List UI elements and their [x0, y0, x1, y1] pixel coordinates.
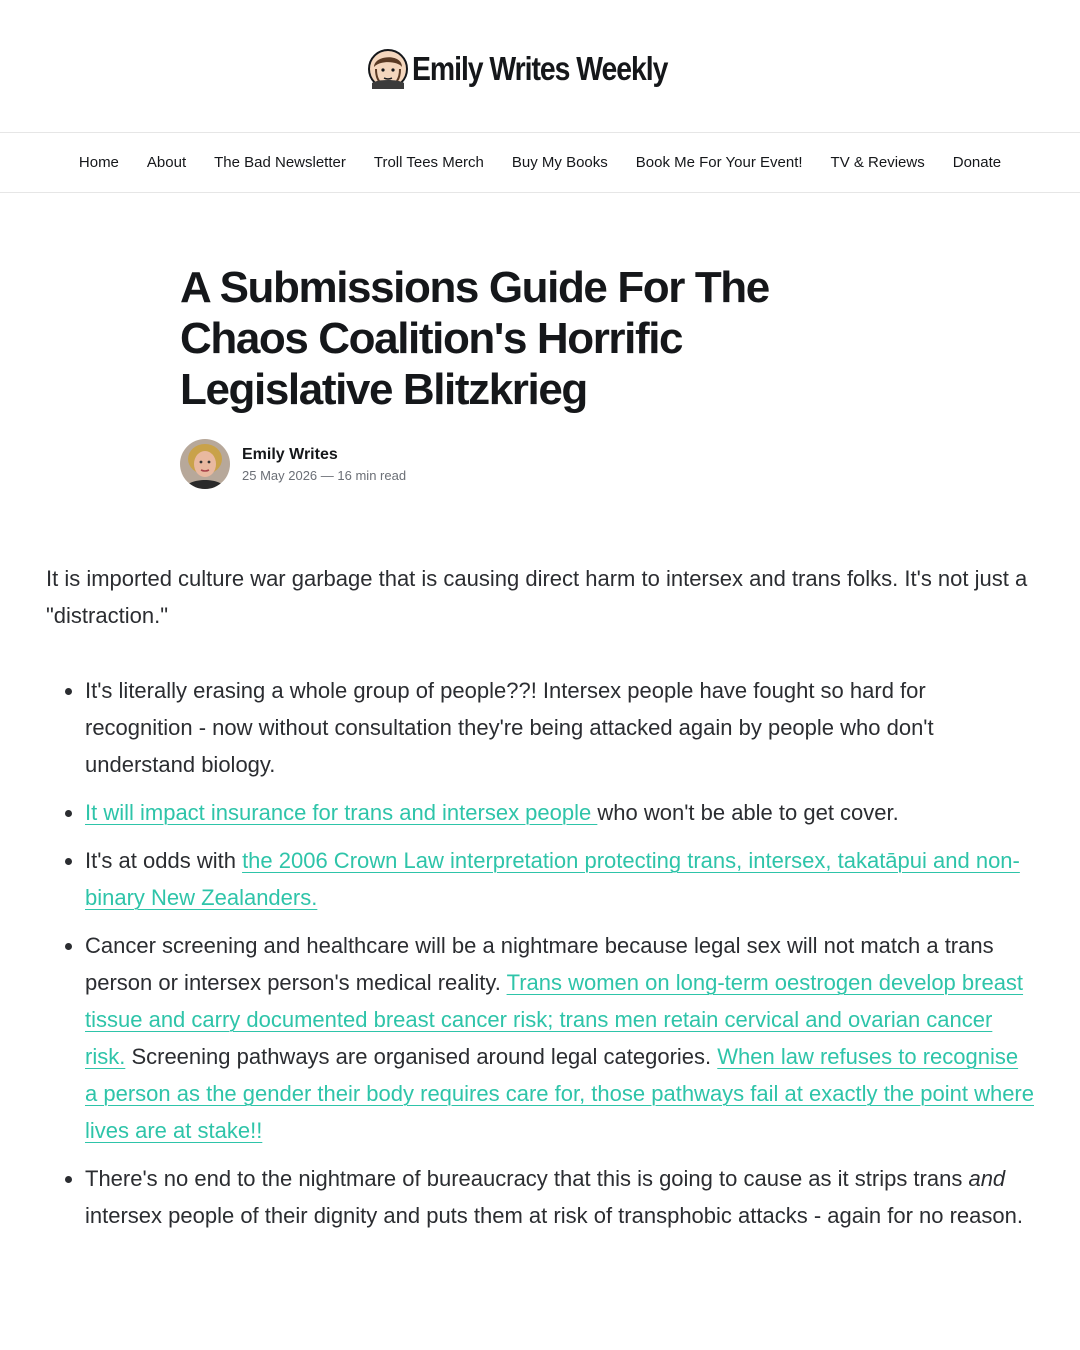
post-meta — [242, 468, 406, 483]
site-header — [0, 0, 1080, 133]
post-date: 25 May 2026 — [242, 467, 318, 483]
list-item — [85, 672, 1036, 783]
list-item — [85, 1160, 1036, 1234]
author-avatar-link[interactable] — [180, 439, 230, 489]
article-header — [180, 262, 900, 489]
site-brand-link[interactable] — [368, 49, 712, 89]
emphasis-text: and — [968, 1166, 1006, 1191]
nav-troll-tees-merch[interactable]: Troll Tees Merch — [373, 153, 484, 171]
author-avatar — [180, 439, 230, 489]
bullet-text: Cancer screening and healthcare will be a nightmare because legal sex will not match a trans person or intersex person's medical reality. — [85, 933, 994, 995]
crown-law-link[interactable]: the 2006 Crown Law interpretation protecting trans, intersex, takatāpui and non-binary New Zealanders. — [85, 848, 1020, 910]
nav-book-me[interactable]: Book Me For Your Event! — [635, 153, 803, 171]
article-title: A Submissions Guide For The Chaos Coalition's Horrific Legislative Blitzkrieg — [180, 263, 769, 414]
bullet-text: who won't be able to get cover. — [597, 800, 899, 825]
byline — [180, 439, 900, 489]
article-body — [46, 560, 1036, 1245]
intro-paragraph: It is imported culture war garbage that is causing direct harm to intersex and trans folks. It's not just a "distraction." — [46, 566, 1028, 628]
bullet-text: There's no end to the nightmare of bureaucracy that this is going to cause as it strips trans — [85, 1166, 969, 1191]
list-item — [85, 842, 1036, 916]
nav-bad-newsletter[interactable]: The Bad Newsletter — [214, 153, 346, 171]
list-item — [85, 794, 1036, 831]
nav-buy-my-books[interactable]: Buy My Books — [511, 153, 608, 171]
author-name[interactable]: Emily Writes — [242, 445, 338, 463]
nav-home[interactable]: Home — [78, 153, 119, 171]
bullet-text: It's literally erasing a whole group of people??! Intersex people have fought so hard for recognition - now without consultation they're being attacked again by people who don't understand biology. — [85, 678, 934, 777]
bullet-text: intersex people of their dignity and puts them at risk of transphobic attacks - again for no reason. — [85, 1203, 1023, 1228]
byline-text — [242, 446, 406, 483]
nav-tv-reviews[interactable]: TV & Reviews — [830, 153, 925, 171]
bullet-text: It's at odds with — [85, 848, 243, 873]
nav-about[interactable]: About — [146, 153, 187, 171]
bullet-text: Screening pathways are organised around legal categories. — [125, 1044, 718, 1069]
site-title: Emily Writes Weekly — [412, 50, 668, 87]
care-pathways-link[interactable]: When law refuses to recognise a person as the gender their body requires care for, those pathways fail at exactly the point where lives are at stake!! — [85, 1044, 1034, 1143]
points-list — [46, 672, 1036, 1234]
main-nav — [0, 133, 1080, 193]
nav-donate[interactable]: Donate — [952, 153, 1002, 171]
cancer-risk-link[interactable]: Trans women on long-term oestrogen develop breast tissue and carry documented breast cancer risk; trans men retain cervical and ovarian cancer risk. — [85, 970, 1024, 1069]
meta-separator: — — [317, 467, 338, 483]
cartoon-face-logo-icon — [368, 49, 408, 89]
list-item — [85, 927, 1036, 1149]
insurance-link[interactable]: It will impact insurance for trans and intersex people — [85, 800, 598, 825]
read-time: 16 min read — [337, 467, 407, 483]
